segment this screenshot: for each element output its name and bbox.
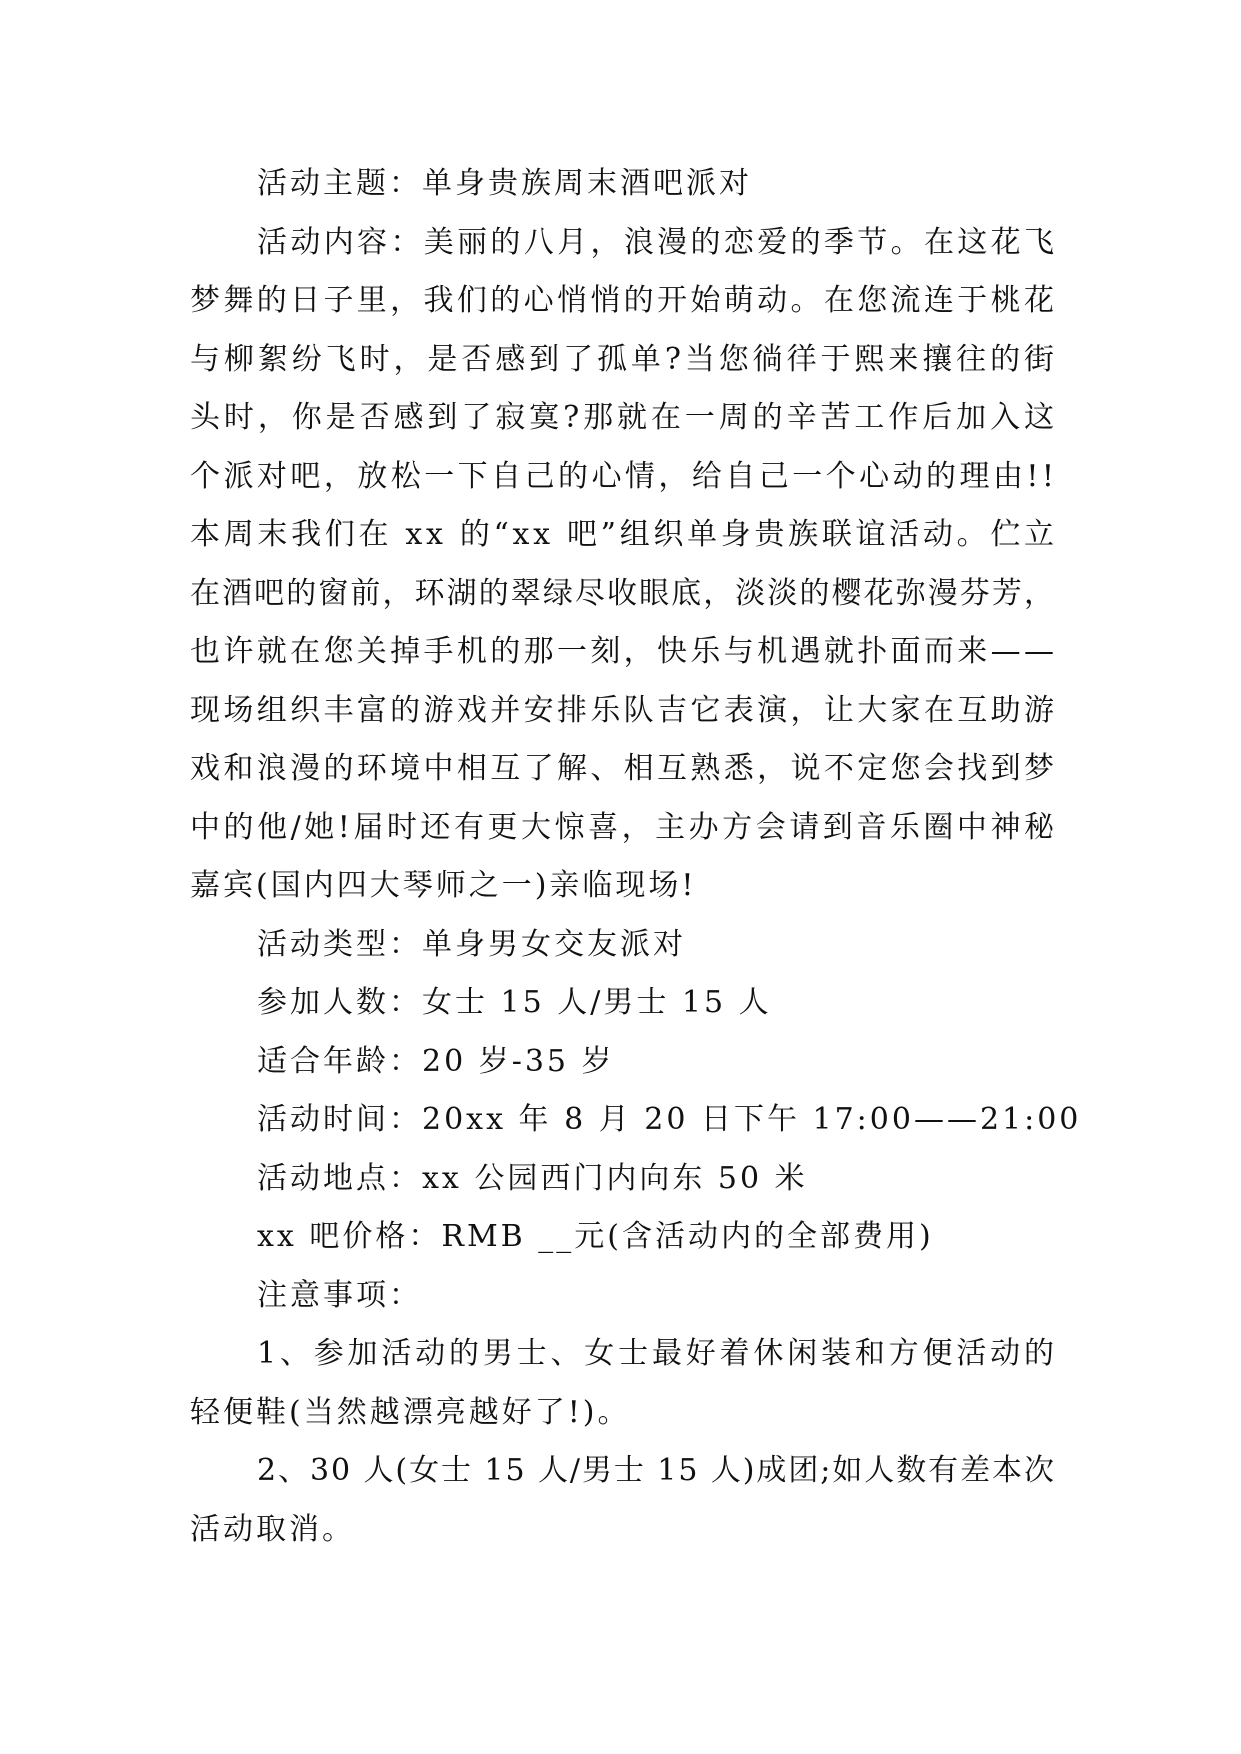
text-line bbox=[190, 1091, 1082, 1150]
text-line bbox=[190, 740, 1058, 799]
text-line-content: 活动时间：20xx 年 8 月 20 日下午 17:00——21:00 bbox=[257, 1102, 1082, 1137]
paragraph-location bbox=[190, 1150, 1054, 1209]
paragraph-activity-type bbox=[190, 916, 1054, 975]
text-line-content: 也许就在您关掉手机的那一刻，快乐与机遇就扑面而来—— bbox=[190, 634, 1058, 669]
text-line-content: 2、30 人(女士 15 人/男士 15 人)成团;如人数有差本次 bbox=[257, 1453, 1056, 1488]
text-line-content: 参加人数：女士 15 人/男士 15 人 bbox=[257, 985, 772, 1020]
text-line-content: 注意事项： bbox=[257, 1277, 422, 1313]
paragraph-content bbox=[190, 214, 1058, 916]
text-line bbox=[190, 1384, 1054, 1443]
text-line bbox=[190, 1033, 1054, 1092]
text-line-content: 梦舞的日子里，我们的心悄悄的开始萌动。在您流连于桃花 bbox=[190, 283, 1058, 318]
text-line-content: 嘉宾(国内四大琴师之一)亲临现场! bbox=[190, 868, 697, 903]
text-line bbox=[190, 155, 1054, 214]
text-line-content: 适合年龄：20 岁-35 岁 bbox=[257, 1043, 615, 1079]
paragraph-time bbox=[190, 1091, 1082, 1150]
text-line-content: 与柳絮纷飞时，是否感到了孤单?当您徜徉于熙来攘往的街 bbox=[190, 341, 1058, 377]
text-line bbox=[190, 331, 1058, 390]
text-line bbox=[190, 1501, 1054, 1560]
text-line-content: 活动取消。 bbox=[190, 1511, 355, 1547]
paragraph-note-2 bbox=[190, 1442, 1054, 1559]
text-line-content: 轻便鞋(当然越漂亮越好了!)。 bbox=[190, 1394, 631, 1430]
text-line bbox=[190, 623, 1058, 682]
text-line bbox=[190, 974, 1054, 1033]
text-line bbox=[190, 506, 1058, 565]
text-line-content: 头时，你是否感到了寂寞?那就在一周的辛苦工作后加入这 bbox=[190, 400, 1058, 435]
text-line bbox=[190, 682, 1058, 741]
text-line bbox=[190, 448, 1058, 507]
text-line-content: 1、参加活动的男士、女士最好着休闲装和方便活动的 bbox=[257, 1336, 1058, 1371]
text-line bbox=[190, 214, 1058, 273]
text-line-content: 活动地点：xx 公园西门内向东 50 米 bbox=[257, 1160, 808, 1196]
text-line-content: 中的他/她!届时还有更大惊喜，主办方会请到音乐圈中神秘 bbox=[190, 809, 1058, 845]
text-line-content: 活动主题：单身贵族周末酒吧派对 bbox=[257, 166, 752, 201]
text-line-content: 现场组织丰富的游戏并安排乐队吉它表演，让大家在互助游 bbox=[190, 692, 1058, 728]
text-line-content: 在酒吧的窗前，环湖的翠绿尽收眼底，淡淡的樱花弥漫芬芳， bbox=[190, 575, 1057, 611]
text-line-content: 本周末我们在 xx 的“xx 吧”组织单身贵族联谊活动。伫立 bbox=[190, 517, 1058, 552]
document-body bbox=[190, 155, 1082, 1559]
paragraph-note-1 bbox=[190, 1325, 1058, 1442]
text-line-content: 活动类型：单身男女交友派对 bbox=[257, 926, 686, 962]
text-line-content: 戏和浪漫的环境中相互了解、相互熟悉，说不定您会找到梦 bbox=[190, 751, 1058, 786]
text-line bbox=[190, 916, 1054, 975]
text-line bbox=[190, 272, 1058, 331]
paragraph-age bbox=[190, 1033, 1054, 1092]
text-line bbox=[190, 1208, 1054, 1267]
text-line bbox=[190, 389, 1058, 448]
text-line-content: xx 吧价格：RMB __元(含活动内的全部费用) bbox=[257, 1219, 934, 1254]
paragraph-theme bbox=[190, 155, 1054, 214]
text-line bbox=[190, 799, 1058, 858]
text-line-content: 活动内容：美丽的八月，浪漫的恋爱的季节。在这花飞 bbox=[257, 224, 1058, 260]
text-line bbox=[190, 1150, 1054, 1209]
paragraph-notes-heading bbox=[190, 1267, 1054, 1326]
text-line bbox=[190, 857, 1054, 916]
text-line bbox=[190, 565, 1057, 624]
text-line-content: 个派对吧，放松一下自己的心情，给自己一个心动的理由!! bbox=[190, 458, 1058, 494]
text-line bbox=[190, 1267, 1054, 1326]
text-line bbox=[190, 1325, 1058, 1384]
paragraph-price bbox=[190, 1208, 1054, 1267]
paragraph-participants bbox=[190, 974, 1054, 1033]
text-line bbox=[190, 1442, 1054, 1501]
